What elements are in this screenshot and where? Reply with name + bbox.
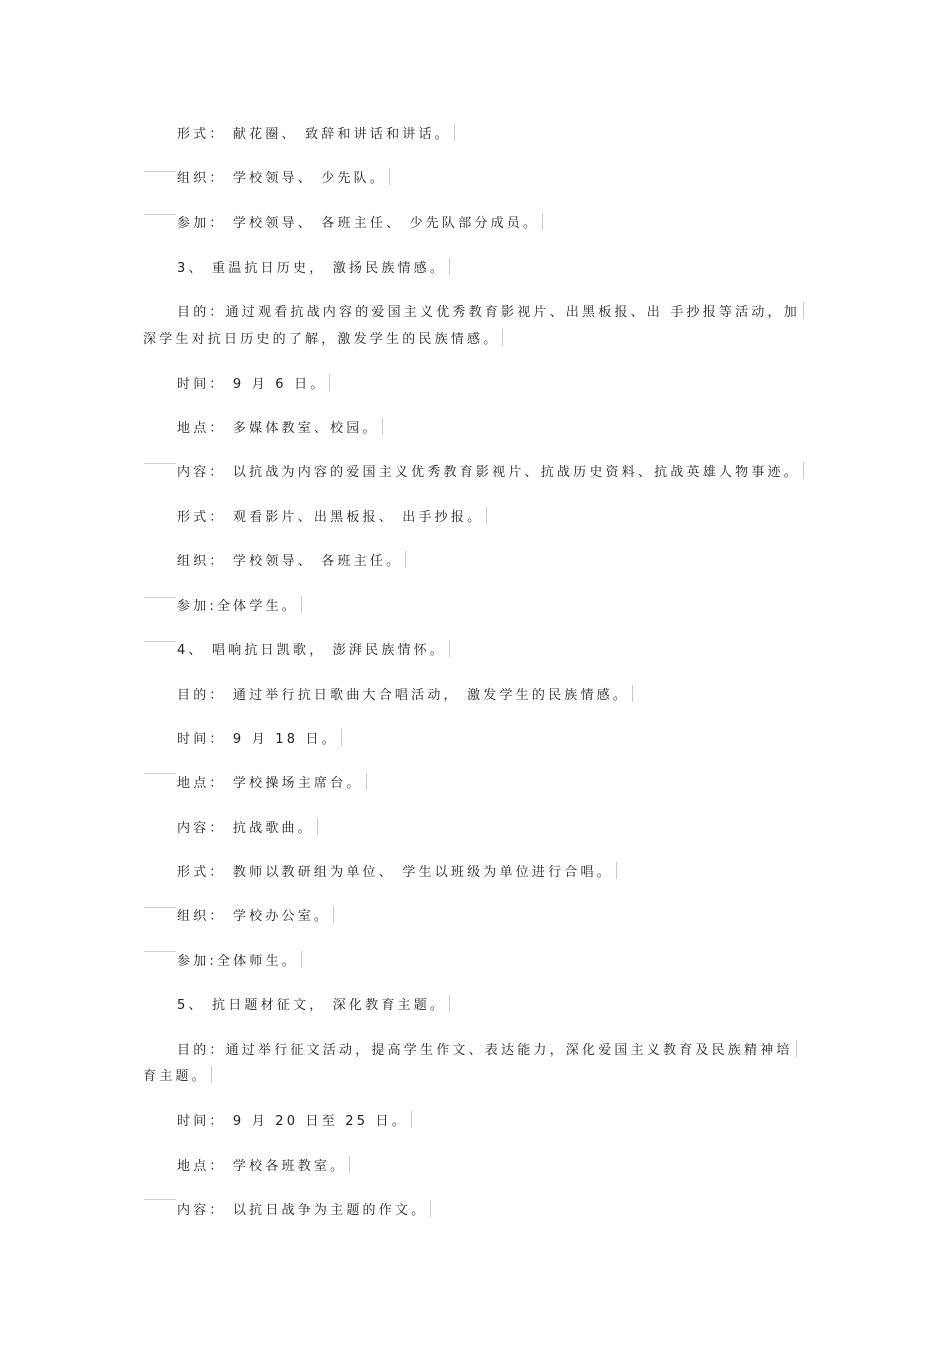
margin-rule (144, 907, 176, 908)
doc-line-content-3 (177, 462, 804, 481)
line-end-mark (405, 551, 406, 568)
doc-line-text: 时间： 9 月 6 日。 (177, 377, 327, 392)
doc-line-text: 组织： 学校办公室。 (177, 909, 331, 924)
line-end-mark (211, 1066, 212, 1083)
line-end-mark (502, 329, 503, 346)
doc-section-heading-3 (177, 258, 450, 277)
doc-line-purpose-3 (177, 302, 804, 321)
doc-line-text: 组织： 学校领导、 少先队。 (177, 171, 387, 186)
doc-line-text: 深学生对抗日历史的了解，激发学生的民族情感。 (143, 332, 500, 347)
doc-line-form-3 (177, 507, 487, 526)
doc-line-purpose-4 (177, 685, 633, 704)
doc-line-time-5 (177, 1111, 412, 1130)
doc-line-text: 参加:全体师生。 (177, 954, 298, 969)
margin-rule (144, 597, 176, 598)
line-end-mark (632, 685, 633, 702)
line-end-mark (449, 640, 450, 657)
doc-line-text: 形式： 教师以教研组为单位、 学生以班级为单位进行合唱。 (177, 865, 613, 880)
doc-line-text: 参加： 学校领导、 各班主任、 少先队部分成员。 (177, 216, 540, 231)
doc-line-text: 育主题。 (143, 1069, 208, 1084)
line-end-mark (301, 596, 302, 613)
line-end-mark (430, 1200, 431, 1217)
doc-line-time-4 (177, 729, 342, 748)
margin-rule (144, 463, 176, 464)
line-end-mark (796, 1040, 797, 1057)
line-end-mark (542, 213, 543, 230)
doc-line-organize-1 (177, 168, 390, 187)
doc-section-heading-4 (177, 640, 450, 659)
doc-line-text: 3、 重温抗日历史， 激扬民族情感。 (177, 261, 447, 276)
doc-line-participants-1 (177, 213, 543, 232)
line-end-mark (301, 951, 302, 968)
line-end-mark (389, 168, 390, 185)
doc-line-text: 5、 抗日题材征文， 深化教育主题。 (177, 998, 447, 1013)
doc-line-time-3 (177, 374, 330, 393)
line-end-mark (803, 302, 804, 319)
line-end-mark (616, 862, 617, 879)
line-end-mark (454, 124, 455, 141)
line-end-mark (382, 418, 383, 435)
doc-line-participants-4 (177, 951, 302, 970)
margin-rule (144, 951, 176, 952)
line-end-mark (411, 1111, 412, 1128)
doc-line-text: 目的：通过举行征文活动，提高学生作文、表达能力，深化爱国主义教育及民族精神培 (177, 1043, 793, 1058)
doc-line-text: 内容： 抗战歌曲。 (177, 821, 314, 836)
doc-line-text: 组织： 学校领导、 各班主任。 (177, 554, 403, 569)
doc-line-organize-3 (177, 551, 406, 570)
doc-section-heading-5 (177, 995, 450, 1014)
doc-line-text: 参加:全体学生。 (177, 599, 298, 614)
line-end-mark (449, 995, 450, 1012)
doc-line-place-4 (177, 773, 367, 792)
doc-line-text: 地点： 多媒体教室、校园。 (177, 421, 379, 436)
doc-line-form-4 (177, 862, 617, 881)
margin-rule (144, 171, 176, 172)
margin-rule (144, 641, 176, 642)
doc-line-text: 地点： 学校操场主席台。 (177, 776, 363, 791)
doc-line-text: 形式： 观看影片、出黑板报、 出手抄报。 (177, 510, 484, 525)
doc-line-text: 时间： 9 月 20 日至 25 日。 (177, 1114, 408, 1129)
doc-line-form-1 (177, 124, 455, 143)
doc-line-purpose-5 (177, 1040, 797, 1059)
line-end-mark (366, 773, 367, 790)
doc-line-text: 目的： 通过举行抗日歌曲大合唱活动， 激发学生的民族情感。 (177, 688, 630, 703)
doc-line-participants-3 (177, 596, 302, 615)
doc-line-text: 地点： 学校各班教室。 (177, 1159, 347, 1174)
doc-line-content-4 (177, 818, 318, 837)
line-end-mark (803, 462, 804, 479)
doc-line-text: 目的：通过观看抗战内容的爱国主义优秀教育影视片、出黑板报、出 手抄报等活动，加 (177, 305, 800, 320)
doc-line-organize-4 (177, 906, 334, 925)
doc-line-text: 时间： 9 月 18 日。 (177, 732, 338, 747)
line-end-mark (486, 507, 487, 524)
margin-rule (144, 773, 176, 774)
doc-line-place-3 (177, 418, 383, 437)
doc-line-text: 4、 唱响抗日凯歌， 澎湃民族情怀。 (177, 643, 447, 658)
doc-line-purpose-5-cont (143, 1066, 212, 1085)
line-end-mark (333, 906, 334, 923)
line-end-mark (349, 1156, 350, 1173)
doc-line-purpose-3-cont (143, 329, 503, 348)
doc-line-content-5 (177, 1200, 431, 1219)
doc-line-place-5 (177, 1156, 350, 1175)
line-end-mark (341, 729, 342, 746)
margin-rule (144, 1199, 176, 1200)
doc-line-text: 内容： 以抗战为内容的爱国主义优秀教育影视片、抗战历史资料、抗战英雄人物事迹。 (177, 465, 800, 480)
line-end-mark (329, 374, 330, 391)
doc-line-text: 形式： 献花圈、 致辞和讲话和讲话。 (177, 127, 451, 142)
line-end-mark (317, 818, 318, 835)
line-end-mark (449, 258, 450, 275)
margin-rule (144, 214, 176, 215)
doc-line-text: 内容： 以抗日战争为主题的作文。 (177, 1203, 428, 1218)
